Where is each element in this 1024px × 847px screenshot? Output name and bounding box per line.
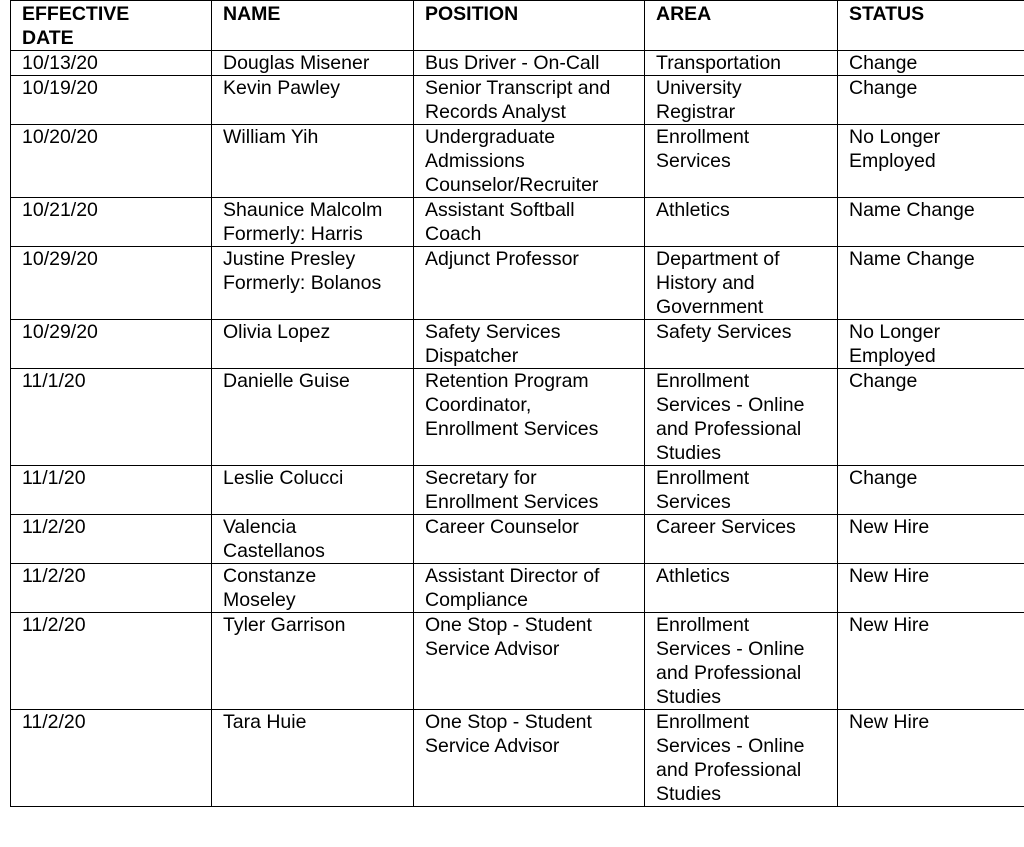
- table-row: [11, 710, 1024, 807]
- position-cell: Retention Program Coordinator, Enrollment Services: [414, 369, 645, 466]
- header-name: NAME: [212, 1, 414, 51]
- area-cell: Enrollment Services: [645, 125, 838, 198]
- area-cell: Transportation: [645, 51, 838, 76]
- effective-date-cell: 11/2/20: [11, 515, 212, 564]
- effective-date-cell: 11/1/20: [11, 466, 212, 515]
- header-area: AREA: [645, 1, 838, 51]
- table-row: [11, 198, 1024, 247]
- effective-date-cell: 11/2/20: [11, 613, 212, 710]
- header-row: [11, 1, 1024, 51]
- name-cell: Douglas Misener: [212, 51, 414, 76]
- name-cell: Olivia Lopez: [212, 320, 414, 369]
- position-cell: Senior Transcript and Records Analyst: [414, 76, 645, 125]
- position-cell: Assistant Softball Coach: [414, 198, 645, 247]
- name-cell: Leslie Colucci: [212, 466, 414, 515]
- table-row: [11, 320, 1024, 369]
- position-cell: Undergraduate Admissions Counselor/Recruiter: [414, 125, 645, 198]
- effective-date-cell: 11/2/20: [11, 710, 212, 807]
- status-cell: New Hire: [838, 613, 1024, 710]
- status-cell: Change: [838, 51, 1024, 76]
- table-row: [11, 515, 1024, 564]
- header-effective-date: EFFECTIVE DATE: [11, 1, 212, 51]
- name-cell: William Yih: [212, 125, 414, 198]
- name-cell: Danielle Guise: [212, 369, 414, 466]
- table-row: [11, 564, 1024, 613]
- table-row: [11, 466, 1024, 515]
- status-cell: Change: [838, 369, 1024, 466]
- position-cell: Secretary for Enrollment Services: [414, 466, 645, 515]
- area-cell: Enrollment Services - Online and Professional Studies: [645, 369, 838, 466]
- table-row: [11, 76, 1024, 125]
- area-cell: Athletics: [645, 198, 838, 247]
- table-row: [11, 125, 1024, 198]
- status-cell: New Hire: [838, 564, 1024, 613]
- effective-date-cell: 10/20/20: [11, 125, 212, 198]
- status-cell: New Hire: [838, 515, 1024, 564]
- position-cell: Career Counselor: [414, 515, 645, 564]
- status-cell: Name Change: [838, 198, 1024, 247]
- effective-date-cell: 11/1/20: [11, 369, 212, 466]
- name-cell: Shaunice Malcolm Formerly: Harris: [212, 198, 414, 247]
- name-cell: Valencia Castellanos: [212, 515, 414, 564]
- name-cell: Justine Presley Formerly: Bolanos: [212, 247, 414, 320]
- header-status: STATUS: [838, 1, 1024, 51]
- status-cell: New Hire: [838, 710, 1024, 807]
- status-cell: Name Change: [838, 247, 1024, 320]
- name-cell: Tara Huie: [212, 710, 414, 807]
- name-cell: Kevin Pawley: [212, 76, 414, 125]
- area-cell: Enrollment Services - Online and Professional Studies: [645, 710, 838, 807]
- position-cell: Safety Services Dispatcher: [414, 320, 645, 369]
- personnel-changes-table: [10, 0, 1024, 807]
- effective-date-cell: 10/21/20: [11, 198, 212, 247]
- position-cell: One Stop - Student Service Advisor: [414, 710, 645, 807]
- position-cell: One Stop - Student Service Advisor: [414, 613, 645, 710]
- table-row: [11, 613, 1024, 710]
- area-cell: Safety Services: [645, 320, 838, 369]
- area-cell: Enrollment Services - Online and Professional Studies: [645, 613, 838, 710]
- table-row: [11, 247, 1024, 320]
- area-cell: Department of History and Government: [645, 247, 838, 320]
- effective-date-cell: 10/13/20: [11, 51, 212, 76]
- table-row: [11, 369, 1024, 466]
- status-cell: No Longer Employed: [838, 125, 1024, 198]
- area-cell: Athletics: [645, 564, 838, 613]
- status-cell: No Longer Employed: [838, 320, 1024, 369]
- status-cell: Change: [838, 76, 1024, 125]
- name-cell: Constanze Moseley: [212, 564, 414, 613]
- effective-date-cell: 10/29/20: [11, 247, 212, 320]
- table-row: [11, 51, 1024, 76]
- name-cell: Tyler Garrison: [212, 613, 414, 710]
- effective-date-cell: 10/19/20: [11, 76, 212, 125]
- position-cell: Bus Driver - On-Call: [414, 51, 645, 76]
- position-cell: Assistant Director of Compliance: [414, 564, 645, 613]
- effective-date-cell: 10/29/20: [11, 320, 212, 369]
- effective-date-cell: 11/2/20: [11, 564, 212, 613]
- area-cell: Enrollment Services: [645, 466, 838, 515]
- area-cell: University Registrar: [645, 76, 838, 125]
- header-position: POSITION: [414, 1, 645, 51]
- position-cell: Adjunct Professor: [414, 247, 645, 320]
- status-cell: Change: [838, 466, 1024, 515]
- area-cell: Career Services: [645, 515, 838, 564]
